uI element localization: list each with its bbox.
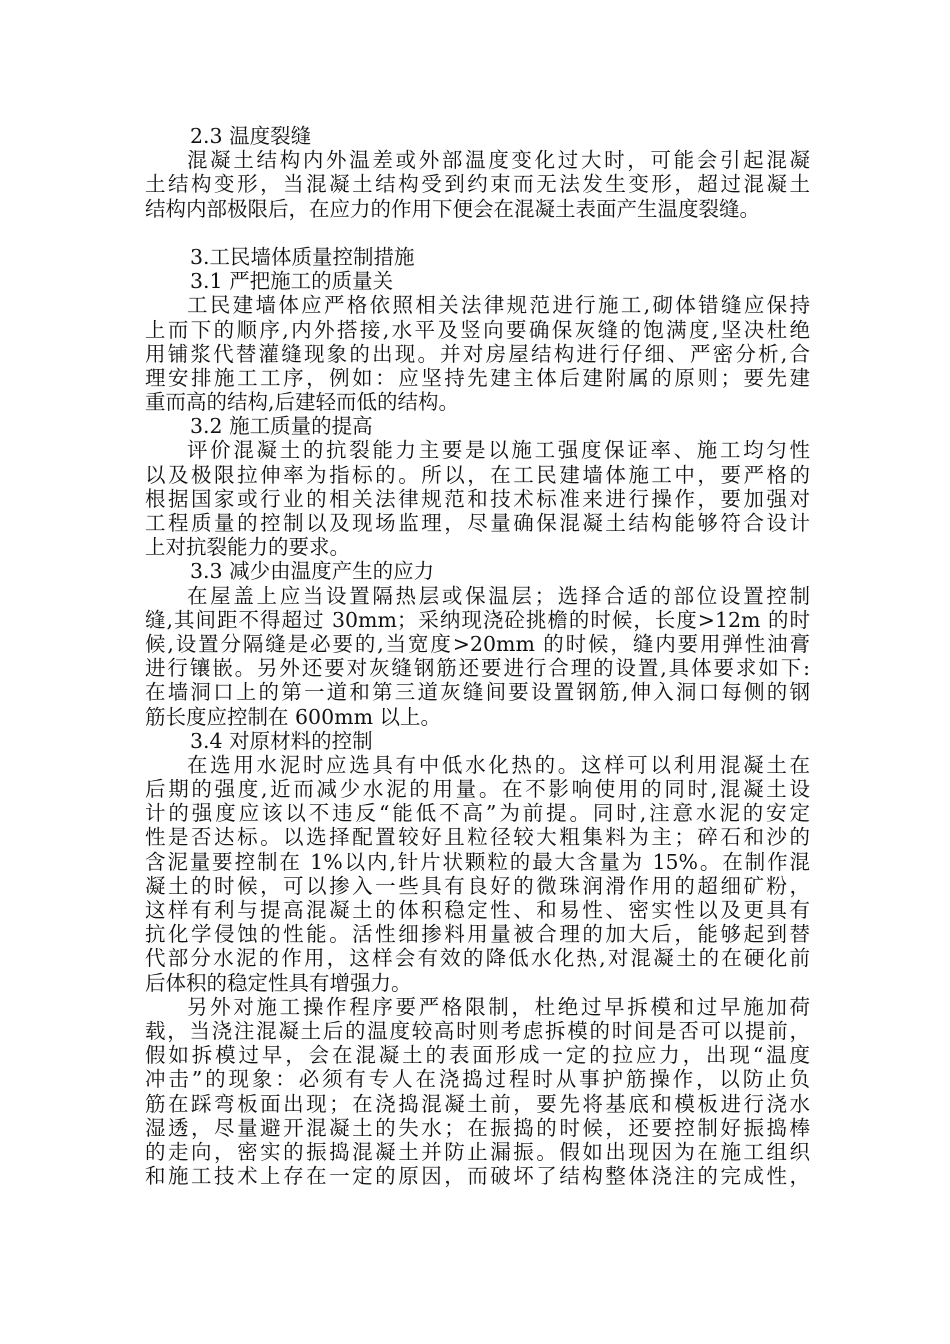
blank-line — [145, 221, 810, 245]
paragraph-line: 假如拆模过早，会在混凝土的表面形成一定的拉应力，出现“温度 — [145, 1043, 810, 1068]
paragraph-line: 工民建墙体应严格依照相关法律规范进行施工,砌体错缝应保持 — [187, 293, 810, 318]
paragraph-line: 以及极限拉伸率为指标的。所以，在工民建墙体施工中，要严格的 — [145, 462, 810, 487]
paragraph-line: 重而高的结构,后建轻而低的结构。 — [145, 390, 460, 415]
paragraph-line: 性是否达标。以选择配置较好且粒径较大粗集料为主；碎石和沙的 — [145, 825, 810, 850]
paragraph-line: 后体积的稳定性具有增强力。 — [145, 970, 412, 995]
paragraph — [145, 753, 810, 995]
paragraph-line: 缝,其间距不得超过 30mm；采纳现浇砼挑檐的时候，长度>12m 的时 — [145, 607, 810, 632]
paragraph — [145, 995, 810, 1189]
section-3 — [145, 245, 810, 269]
paragraph-line: 冲击”的现象：必须有专人在浇捣过程时从事护筋操作，以防止负 — [145, 1067, 810, 1092]
paragraph — [145, 293, 810, 414]
section-3-1 — [145, 269, 810, 414]
section-3-2 — [145, 414, 810, 559]
paragraph-line: 另外对施工操作程序要严格限制，杜绝过早拆模和过早施加荷 — [187, 994, 810, 1019]
paragraph-line: 后期的强度,近而减少水泥的用量。在不影响使用的同时,混凝土设 — [145, 777, 810, 802]
paragraph-line: 理安排施工工序，例如：应坚持先建主体后建附属的原则；要先建 — [145, 365, 810, 390]
paragraph-line: 在墙洞口上的第一道和第三道灰缝间要设置钢筋,伸入洞口每侧的钢 — [145, 680, 810, 705]
section-heading: 3.工民墙体质量控制措施 — [190, 244, 415, 269]
paragraph-line: 这样有利与提高混凝土的体积稳定性、和易性、密实性以及更具有 — [145, 898, 810, 922]
paragraph-line: 结构内部极限后，在应力的作用下便会在混凝土表面产生温度裂缝。 — [145, 196, 760, 221]
paragraph-line: 计的强度应该以不违反“能低不高”为前提。同时,注意水泥的安定 — [145, 801, 810, 826]
paragraph-line: 上而下的顺序,内外搭接,水平及竖向要确保灰缝的饱满度,坚决杜绝 — [145, 317, 810, 342]
section-heading: 2.3 温度裂缝 — [190, 124, 312, 148]
paragraph-line: 湿透，尽量避开混凝土的失水；在振捣的时候，还要控制好振捣棒 — [145, 1115, 810, 1140]
paragraph-line: 评价混凝土的抗裂能力主要是以施工强度保证率、施工均匀性 — [187, 438, 810, 463]
paragraph-line: 根据国家或行业的相关法律规范和技术标准来进行操作，要加强对 — [145, 486, 810, 511]
paragraph-line: 含泥量要控制在 1%以内,针片状颗粒的最大含量为 15%。在制作混 — [145, 849, 810, 874]
section-3-4 — [145, 729, 810, 1189]
paragraph-line: 和施工技术上存在一定的原因，而破坏了结构整体浇注的完成性， — [145, 1164, 810, 1189]
paragraph-line: 土结构变形，当混凝土结构受到约束而无法发生变形，超过混凝土 — [145, 172, 810, 197]
paragraph-line: 筋长度应控制在 600mm 以上。 — [145, 704, 442, 729]
paragraph-line: 用铺浆代替灌缝现象的出现。并对房屋结构进行仔细、严密分析,合 — [145, 341, 810, 366]
section-heading: 3.4 对原材料的控制 — [190, 728, 373, 753]
document-page — [145, 124, 810, 1188]
paragraph-line: 筋在踩弯板面出现；在浇捣混凝土前，要先将基底和模板进行浇水 — [145, 1091, 810, 1116]
section-heading: 3.2 施工质量的提高 — [190, 414, 373, 439]
paragraph-line: 混凝土结构内外温差或外部温度变化过大时，可能会引起混凝 — [187, 148, 810, 173]
paragraph-line: 的走向，密实的振捣混凝土并防止漏振。假如出现因为在施工组织 — [145, 1139, 810, 1164]
paragraph-line: 候,设置分隔缝是必要的,当宽度>20mm 的时候，缝内要用弹性油膏 — [145, 631, 810, 656]
paragraph-line: 上对抗裂能力的要求。 — [145, 535, 350, 560]
section-heading: 3.1 严把施工的质量关 — [190, 269, 394, 294]
paragraph — [145, 438, 810, 559]
paragraph-line: 凝土的时候，可以掺入一些具有良好的微珠润滑作用的超细矿粉， — [145, 873, 810, 898]
paragraph-line: 在屋盖上应当设置隔热层或保温层；选择合适的部位设置控制 — [187, 583, 810, 608]
paragraph-line: 工程质量的控制以及现场监理，尽量确保混凝土结构能够符合设计 — [145, 511, 810, 535]
section-2-3 — [145, 124, 810, 221]
paragraph-line: 载，当浇注混凝土后的温度较高时则考虑拆模的时间是否可以提前， — [145, 1018, 810, 1043]
paragraph-line: 在选用水泥时应选具有中低水化热的。这样可以利用混凝土在 — [187, 752, 810, 777]
section-heading: 3.3 减少由温度产生的应力 — [190, 559, 435, 584]
paragraph-line: 抗化学侵蚀的性能。活性细掺料用量被合理的加大后，能够起到替 — [145, 922, 810, 947]
paragraph-line: 代部分水泥的作用，这样会有效的降低水化热,对混凝土的在硬化前 — [145, 946, 810, 971]
paragraph — [145, 148, 810, 221]
section-3-3 — [145, 559, 810, 728]
paragraph-line: 进行镶嵌。另外还要对灰缝钢筋还要进行合理的设置,具体要求如下: — [145, 656, 810, 681]
paragraph — [145, 584, 810, 729]
